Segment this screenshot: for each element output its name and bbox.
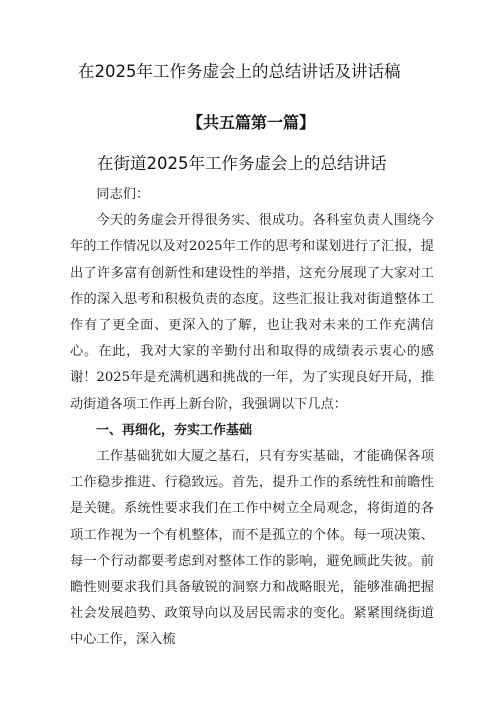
- document-body: [70, 182, 434, 654]
- greeting: 同志们：: [96, 187, 150, 202]
- paragraph-1: 今天的务虚会开得很务实、很成功。各科室负责人围绕今年的工作情况以及对2025年工作的思考和谋划进行了汇报，提出了许多富有创新性和建设性的举措，这充分展现了大家对工作的深入思考和积极负责的态度。这些汇报让我对街道整体工作有了更全面、更深入的了解，也让我对未来的工作充满信心。在此，我对大家的辛勤付出和取得的成绩表示衷心的感谢！2025年是充满机遇和挑战的一年，为了实现良好开局，推动街道各项工作再上新台阶，我强调以下几点：: [70, 213, 434, 412]
- section-title: 在街道2025年工作务虚会上的总结讲话: [97, 154, 387, 173]
- document-title: 在2025年工作务虚会上的总结讲话及讲话稿: [78, 62, 401, 81]
- paragraph-2: 工作基础犹如大厦之基石，只有夯实基础，才能确保各项工作稳步推进、行稳致远。首先，提升工作的系统性和前瞻性是关键。系统性要求我们在工作中树立全局观念，将街道的各项工作视为一个有机整体，而不是孤立的个体。每一项决策、每一个行动都要考虑到对整体工作的影响，避免顾此失彼。前瞻性则要求我们具备敏锐的洞察力和战略眼光，能够准确把握社会发展趋势、政策导向以及居民需求的变化。紧紧围绕街道中心工作，深入梳: [70, 449, 434, 648]
- heading-1: 一、再细化，夯实工作基础: [96, 422, 253, 438]
- document-subtitle: 【共五篇第一篇】: [187, 113, 316, 132]
